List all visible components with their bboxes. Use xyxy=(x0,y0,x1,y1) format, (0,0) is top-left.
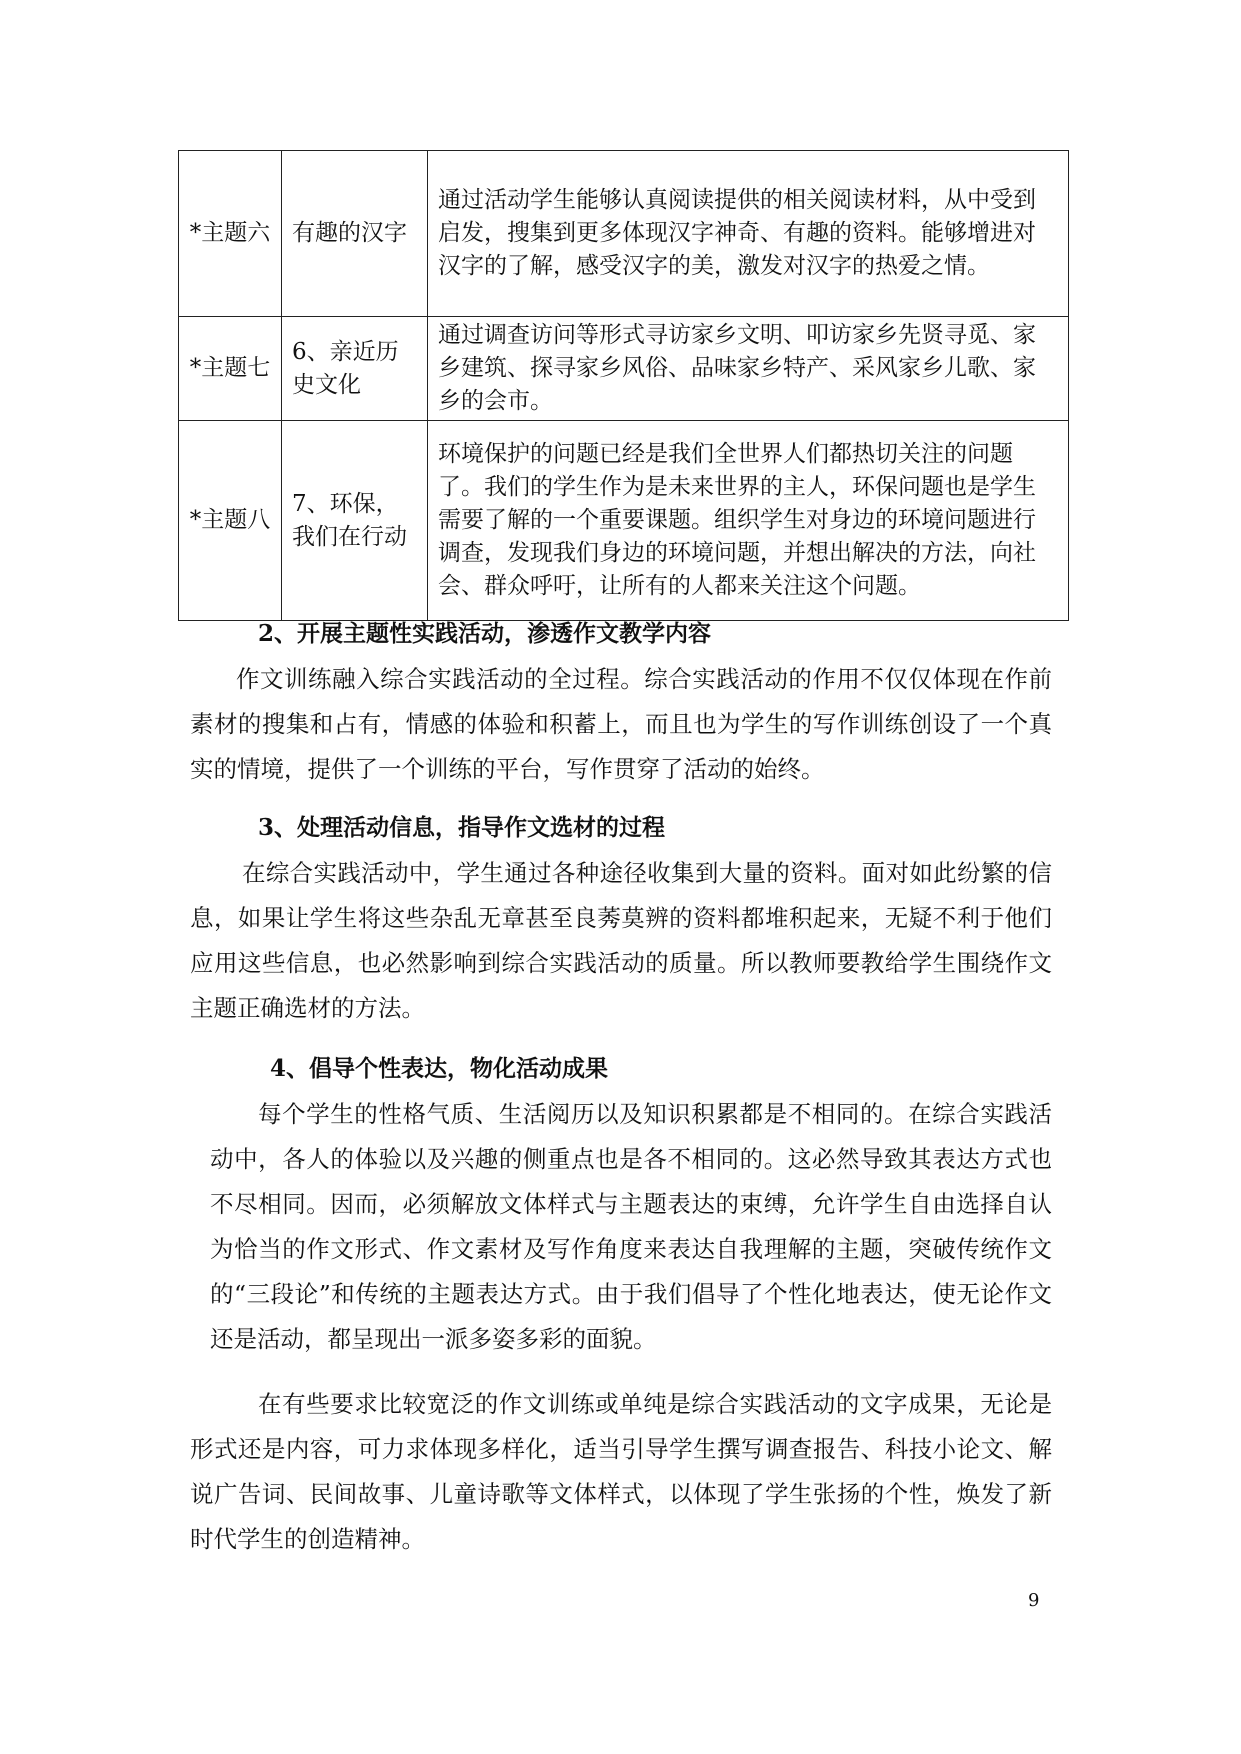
section-3-paragraph: 在综合实践活动中，学生通过各种途径收集到大量的资料。面对如此纷繁的信息，如果让学生将这些杂乱无章甚至良莠莫辨的资料都堆积起来，无疑不利于他们应用这些信息，也必然影响到综合实践活动的质量。所以教师要教给学生围绕作文主题正确选材的方法。 xyxy=(190,859,1052,1022)
table-row xyxy=(179,421,1069,621)
section-4-paragraph-2: 在有些要求比较宽泛的作文训练或单纯是综合实践活动的文字成果，无论是形式还是内容，可力求体现多样化，适当引导学生撰写调查报告、科技小论文、解说广告词、民间故事、儿童诗歌等文体样式，以体现了学生张扬的个性，焕发了新时代学生的创造精神。 xyxy=(190,1390,1052,1553)
section-2-paragraph: 作文训练融入综合实践活动的全过程。综合实践活动的作用不仅仅体现在作前素材的搜集和占有，情感的体验和积蓄上，而且也为学生的写作训练创设了一个真实的情境，提供了一个训练的平台，写作贯穿了活动的始终。 xyxy=(190,665,1052,783)
topic-cell: 有趣的汉字 xyxy=(282,151,428,317)
theme-cell: *主题八 xyxy=(179,421,282,621)
section-4-paragraph-1: 每个学生的性格气质、生活阅历以及知识积累都是不相同的。在综合实践活动中，各人的体验以及兴趣的侧重点也是各不相同的。这必然导致其表达方式也不尽相同。因而，必须解放文体样式与主题表达的束缚，允许学生自由选择自认为恰当的作文形式、作文素材及写作角度来表达自我理解的主题，突破传统作文的“三段论”和传统的主题表达方式。由于我们倡导了个性化地表达，使无论作文还是活动，都呈现出一派多姿多彩的面貌。 xyxy=(210,1100,1052,1353)
content-cell: 通过调查访问等形式寻访家乡文明、叩访家乡先贤寻觅、家乡建筑、探寻家乡风俗、品味家乡特产、采风家乡儿歌、家乡的会市。 xyxy=(428,317,1069,421)
content-cell: 环境保护的问题已经是我们全世界人们都热切关注的问题了。我们的学生作为是未来世界的主人，环保问题也是学生需要了解的一个重要课题。组织学生对身边的环境问题进行调查，发现我们身边的环境问题，并想出解决的方法，向社会、群众呼吁，让所有的人都来关注这个问题。 xyxy=(428,421,1069,621)
section-2-heading: 2、开展主题性实践活动，渗透作文教学内容 xyxy=(258,620,712,647)
topic-cell: 6、亲近历史文化 xyxy=(282,317,428,421)
table-row xyxy=(179,317,1069,421)
section-4-heading: 4、倡导个性表达，物化活动成果 xyxy=(270,1055,609,1082)
theme-table xyxy=(178,150,1069,621)
theme-cell: *主题七 xyxy=(179,317,282,421)
page-number: 9 xyxy=(1028,1590,1040,1611)
content-cell: 通过活动学生能够认真阅读提供的相关阅读材料，从中受到启发，搜集到更多体现汉字神奇、有趣的资料。能够增进对汉字的了解，感受汉字的美，激发对汉字的热爱之情。 xyxy=(428,151,1069,317)
theme-cell: *主题六 xyxy=(179,151,282,317)
table-row xyxy=(179,151,1069,317)
topic-cell: 7、环保，我们在行动 xyxy=(282,421,428,621)
section-3-heading: 3、处理活动信息，指导作文选材的过程 xyxy=(258,814,666,841)
